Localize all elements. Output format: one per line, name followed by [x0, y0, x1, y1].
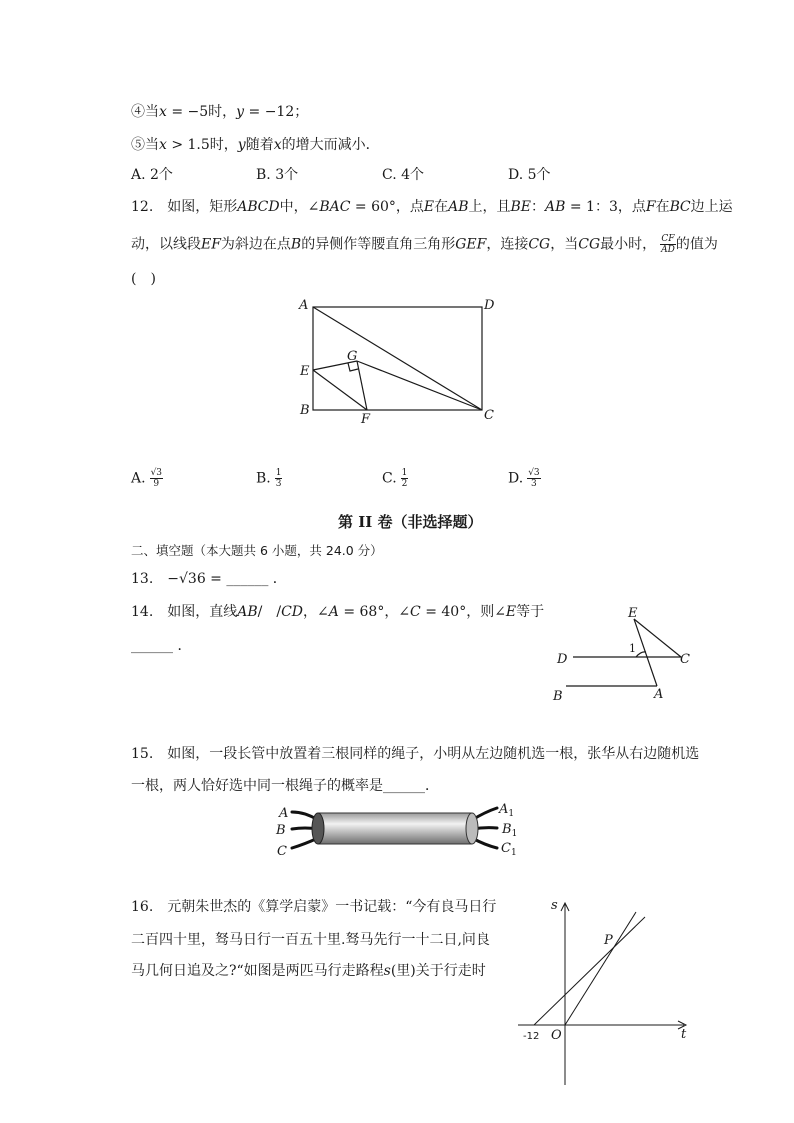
q15-text-line2: 一根，两人恰好选中同一根绳子的概率是______． — [131, 778, 439, 794]
label-b1-sub: 1 — [511, 829, 518, 839]
q11-option-b: B. 3个 — [256, 167, 299, 183]
part2-title: 第 II 卷（非选择题） — [338, 513, 483, 531]
q12-text-line2-main: 动，以线段𝐸𝐹为斜边在点𝐵的异侧作等腰直角三角形𝐺𝐸𝐹，连接𝐶𝐺，当𝐶𝐺最小时， — [131, 236, 657, 253]
label-a: A — [299, 298, 309, 313]
label-c1-sub: 1 — [510, 848, 517, 858]
q12-option-d-letter: D. — [508, 470, 524, 487]
q12-option-b-letter: B. — [256, 470, 271, 487]
q12-option-a-letter: A. — [131, 470, 146, 487]
statement-5: ⑤当𝑥 > 1.5时，𝑦随着𝑥的增大而减小． — [131, 137, 380, 153]
q12-option-c-letter: C. — [382, 470, 397, 487]
label-b1-letter: B — [502, 822, 512, 837]
q12-option-b-num: 1 — [275, 468, 282, 478]
label-b: B — [553, 689, 563, 704]
label-c: C — [680, 652, 690, 667]
line-slow-horse — [534, 917, 645, 1025]
label-o: O — [551, 1028, 562, 1043]
q16-text-line2: 二百四十里，驽马日行一百五十里.驽马先行一十二日,问良 — [131, 932, 490, 948]
label-e: E — [628, 606, 638, 621]
q12-option-c-den: 2 — [401, 479, 408, 489]
label-b: B — [276, 823, 286, 838]
label-d: D — [557, 652, 568, 667]
q14-text-line2: ______ ． — [131, 638, 192, 654]
q16-text-line1: 16. 元朝朱世杰的《算学启蒙》一书记载：“今有良马日行 — [131, 899, 497, 915]
label-a1-sub: 1 — [508, 809, 515, 819]
label-s: s — [551, 898, 558, 913]
label-angle-1: 1 — [629, 642, 636, 655]
q11-option-c: C. 4个 — [382, 167, 425, 183]
label-b: B — [300, 403, 310, 418]
q12-option-d-num: √3 — [528, 468, 540, 478]
q11-option-a: A. 2个 — [131, 167, 173, 183]
label-c: C — [277, 844, 287, 859]
q12-option-c-num: 1 — [401, 468, 408, 478]
q11-option-d: D. 5个 — [508, 167, 551, 183]
q12-answer-paren: ( ) — [131, 271, 156, 287]
q14-text-line1: 14. 如图，直线𝐴𝐵/ /𝐶𝐷，∠𝐴 = 68°，∠𝐶 = 40°，则∠𝐸等于 — [131, 604, 545, 620]
q12-option-b-den: 3 — [275, 479, 282, 489]
label-a: A — [279, 806, 289, 821]
label-d: D — [484, 298, 495, 313]
statement-4: ④当𝑥 = −5时，𝑦 = −12； — [131, 104, 309, 120]
q15-text-line1: 15. 如图，一段长管中放置着三根同样的绳子，小明从左边随机选一根，张华从右边随机选 — [131, 746, 700, 762]
q12-fraction-num: 𝐶𝐹 — [661, 234, 675, 244]
q12-text-line1: 12. 如图，矩形𝐴𝐵𝐶𝐷中，∠𝐵𝐴𝐶 = 60°，点𝐸在𝐴𝐵上，且𝐵𝐸：𝐴𝐵 = 1：3，点𝐹在𝐵𝐶边上运 — [131, 199, 733, 215]
label-a: A — [654, 687, 664, 702]
label-neg12: -12 — [523, 1031, 540, 1042]
q12-option-a-den: 9 — [153, 479, 160, 489]
q12-fraction-den: 𝐴𝐷 — [661, 245, 675, 255]
section-fill-in: 二、填空题（本大题共 6 小题，共 24.0 分） — [131, 543, 383, 558]
label-e: E — [300, 364, 310, 379]
label-f: F — [361, 412, 371, 427]
q12-text-line2-tail: 的值为 — [675, 236, 718, 253]
q12-option-d-den: 3 — [531, 479, 537, 489]
label-p: P — [604, 933, 613, 948]
label-c1-letter: C — [501, 841, 511, 856]
label-c: C — [484, 408, 494, 423]
q13-text: 13. −√36 = ______ ． — [131, 571, 287, 587]
label-g: G — [347, 349, 358, 364]
label-t: t — [681, 1027, 687, 1042]
q12-option-a-num: √3 — [150, 468, 163, 478]
q16-text-line3: 马几何日追及之?“如图是两匹马行走路程𝑠(里)关于行走时 — [131, 963, 486, 979]
label-a1-letter: A — [499, 802, 509, 817]
line-fast-horse — [565, 912, 636, 1025]
